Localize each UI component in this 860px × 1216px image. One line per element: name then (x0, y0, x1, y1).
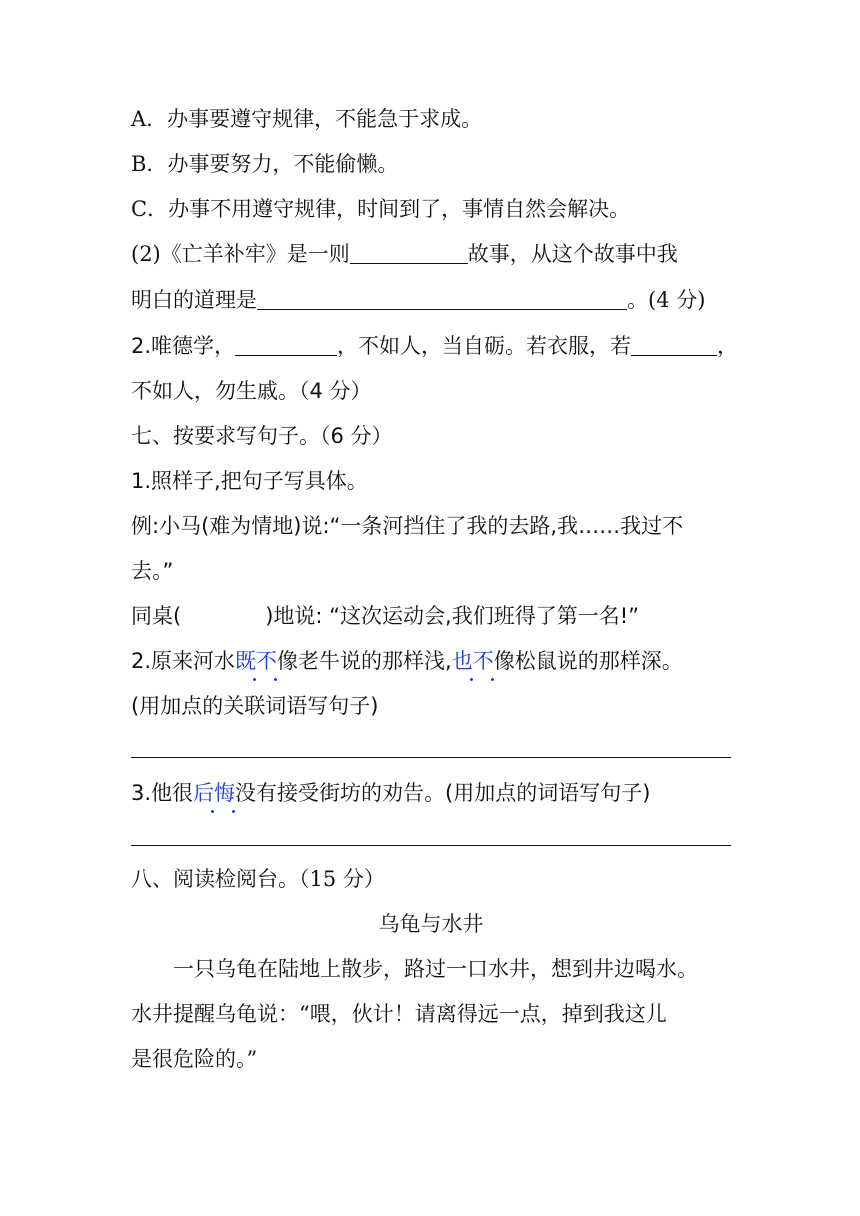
question-text: 没有接受街坊的劝告。(用加点的词语写句子) (235, 781, 651, 805)
question-text: 2.唯德学， (131, 334, 236, 358)
question-text: 故事，从这个故事中我 (467, 242, 678, 266)
question-fable-line2 (131, 285, 731, 315)
question-7-3 (131, 778, 731, 808)
option-letter: A． (131, 107, 168, 131)
question-7-2-instruction: (用加点的关联词语写句子) (131, 694, 379, 718)
option-c (131, 194, 731, 224)
option-letter: B． (131, 152, 168, 176)
question-text: 像老牛说的那样浅, (277, 649, 452, 673)
answer-blank[interactable] (350, 241, 468, 264)
question-7-2 (131, 646, 731, 676)
example-line2: 去。” (131, 559, 174, 583)
question-proverb-line2 (131, 376, 731, 406)
option-text: 办事要努力，不能偷懒。 (167, 152, 399, 176)
dotted-keyword: 后悔 (193, 778, 235, 808)
question-text: 像松鼠说的那样深。 (493, 649, 683, 673)
answer-blank[interactable] (235, 333, 337, 356)
question-text: 3.他很 (131, 781, 194, 805)
question-text: 同桌( (131, 604, 182, 628)
question-text: 不如人，勿生戚。（4 分） (131, 379, 372, 403)
question-proverb-line1 (131, 331, 739, 361)
answer-line[interactable] (131, 845, 731, 846)
dotted-keyword: 也不 (452, 646, 494, 676)
dotted-keyword: 既不 (235, 646, 277, 676)
fill-sentence (131, 601, 731, 631)
section-8-title: 八、阅读检阅台。（15 分） (131, 867, 385, 891)
question-fable-line1 (131, 239, 731, 269)
passage-title: 乌龟与水井 (378, 912, 484, 936)
answer-blank[interactable] (257, 287, 627, 310)
question-text: 2.原来河水 (131, 649, 236, 673)
option-a (131, 104, 731, 134)
passage-line3: 是很危险的。” (131, 1047, 258, 1071)
option-text: 办事要遵守规律，不能急于求成。 (167, 107, 483, 131)
question-text: 明白的道理是 (131, 288, 257, 312)
question-score: 。(4 分) (627, 288, 706, 312)
question-7-1: 1.照样子,把句子写具体。 (131, 469, 368, 493)
question-text: ，不如人，当自砺。若衣服，若 (337, 334, 632, 358)
option-text: 办事不用遵守规律，时间到了，事情自然会解决。 (168, 197, 631, 221)
section-7-title: 七、按要求写句子。（6 分） (131, 424, 393, 448)
question-text: )地说: “这次运动会,我们班得了第一名!” (265, 604, 639, 628)
passage-line1: 一只乌龟在陆地上散步，路过一口水井，想到井边喝水。 (173, 957, 698, 981)
question-text: (2)《亡羊补牢》是一则 (131, 242, 350, 266)
question-text: ， (717, 334, 739, 358)
answer-line[interactable] (131, 757, 731, 758)
option-letter: C． (131, 197, 169, 221)
example-line1: 例:小马(难为情地)说:“一条河挡住了我的去路,我……我过不 (131, 514, 684, 538)
option-b (131, 149, 731, 179)
answer-blank[interactable] (631, 333, 717, 356)
passage-line2: 水井提醒乌龟说：“喂，伙计！请离得远一点，掉到我这儿 (131, 1002, 667, 1026)
